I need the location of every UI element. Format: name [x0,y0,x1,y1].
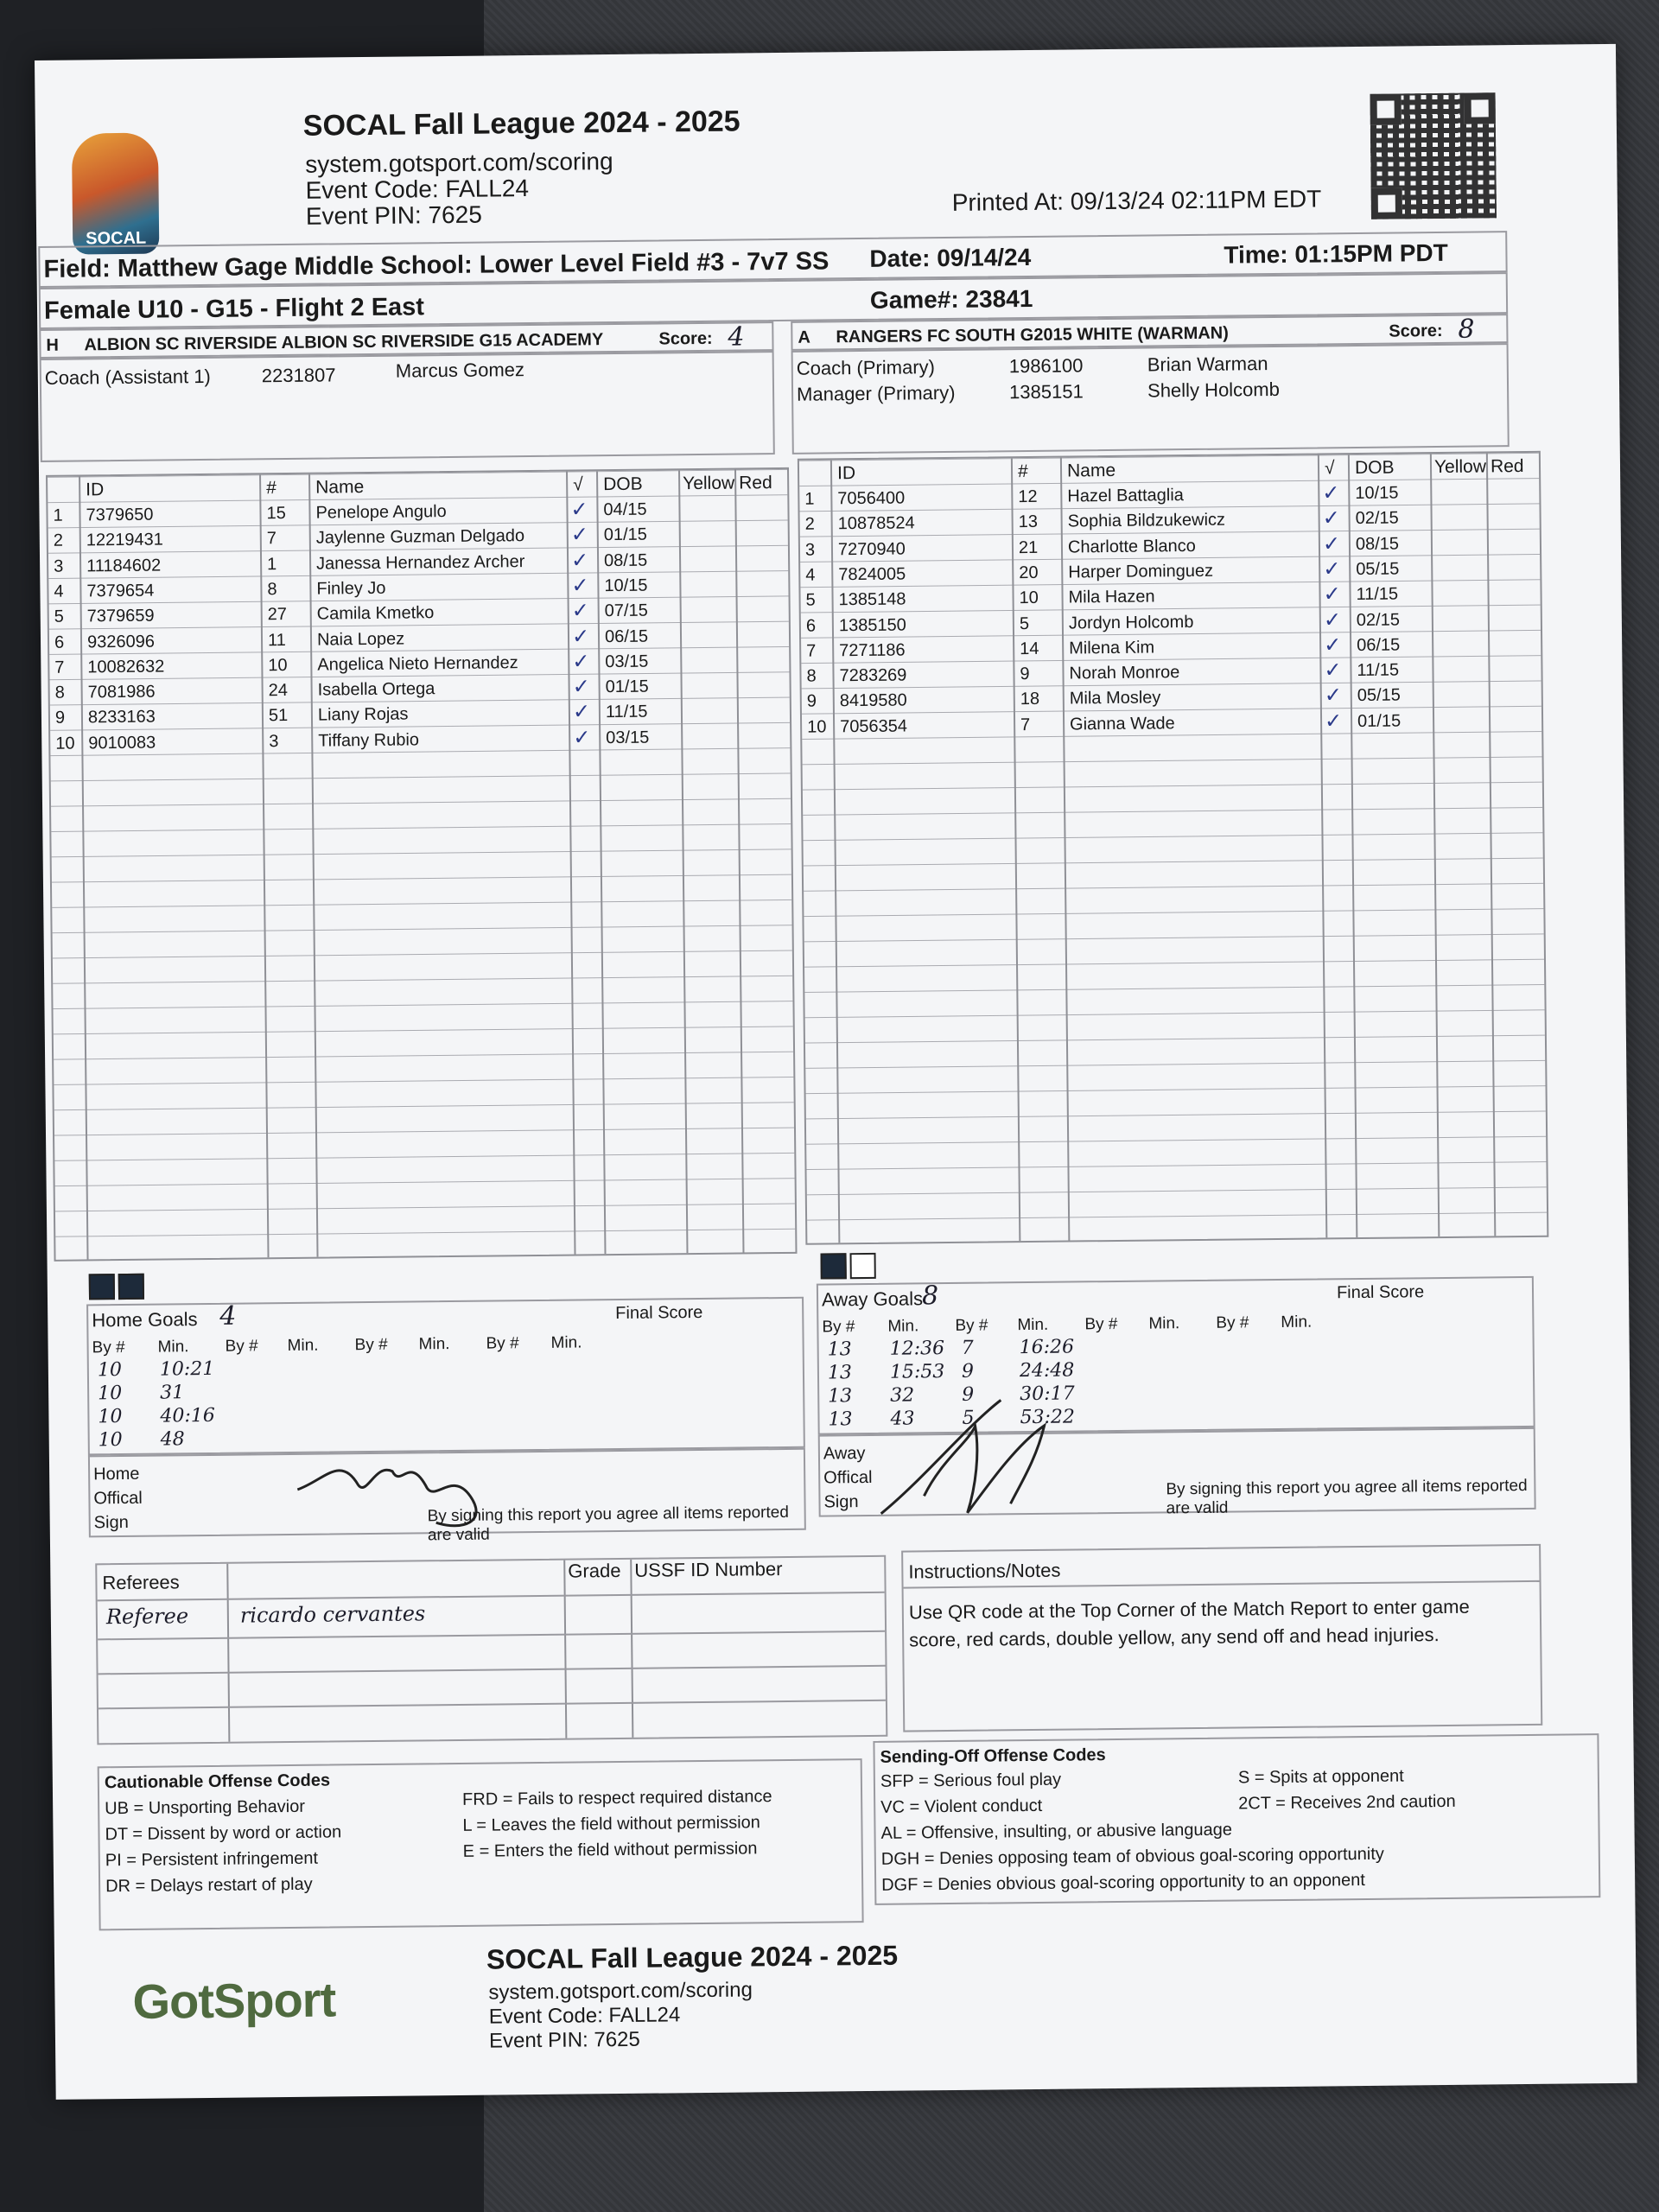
home-goal-scorer[interactable]: 10 [98,1429,123,1452]
notes-box [901,1544,1542,1732]
away-score-label: Score: [1389,321,1443,341]
player-name: Sophia Bildzukewicz [1067,510,1226,531]
sendoff-code: AL = Offensive, insulting, or abusive language [880,1820,1233,1843]
player-index: 7 [806,641,817,661]
away-goals-label: Away Goals [821,1287,924,1311]
away-goal-minute[interactable]: 12:36 [889,1338,945,1360]
player-name: Charlotte Blanco [1067,536,1196,557]
player-dob: 03/15 [605,652,649,671]
player-checkin[interactable]: ✓ [1322,505,1340,531]
player-id: 7824005 [838,564,906,585]
player-dob: 11/15 [1356,584,1399,605]
player-number: 21 [1018,537,1039,557]
player-checkin[interactable]: ✓ [572,699,591,724]
player-number: 5 [1019,613,1030,633]
player-index: 3 [804,540,816,560]
caution-codes-box [98,1758,864,1930]
home-goal-scorer[interactable]: 10 [98,1382,123,1405]
player-index: 1 [804,489,815,509]
player-number: 7 [1020,715,1031,734]
player-index: 7 [54,658,65,677]
player-number: 24 [268,681,289,701]
away-goal-minute-2[interactable]: 24:48 [1019,1359,1075,1382]
away-goal-col-header: Min. [1148,1314,1180,1333]
player-id: 7270940 [837,539,906,559]
player-index: 10 [807,717,827,737]
gotsport-brand: GotSport [132,1972,336,2029]
player-number: 51 [268,706,289,726]
player-name: Jaylenne Guzman Delgado [315,526,525,548]
player-checkin[interactable]: ✓ [1323,556,1341,582]
player-id: 7379650 [86,505,154,525]
away-goal-col-header: By # [955,1316,988,1335]
footer-url: system.gotsport.com/scoring [488,1978,753,2005]
player-number: 18 [1020,690,1040,709]
field-name: Field: Matthew Gage Middle School: Lower Level Field #3 - 7v7 SS [43,247,830,283]
home-roster [46,467,797,1262]
home-col-check: √ [573,474,583,495]
caution-code: PI = Persistent infringement [105,1848,319,1871]
player-index: 4 [805,565,816,585]
player-checkin[interactable]: ✓ [1324,658,1342,683]
event-code: Event Code: FALL24 [305,175,530,204]
sendoff-codes-box [873,1733,1600,1905]
player-id: 8233163 [87,707,156,728]
player-number: 15 [266,503,286,524]
away-goal-minute-2[interactable]: 53:22 [1020,1406,1076,1429]
player-id: 10082632 [87,657,165,677]
player-dob: 05/15 [1356,559,1400,579]
away-staff-id-2: 1385151 [1008,380,1084,404]
home-col-yellow: Yellow [683,473,735,494]
home-agree-text: By signing this report you agree all items reported are valid [427,1503,789,1545]
footer-event-pin: Event PIN: 7625 [488,2027,640,2053]
player-checkin[interactable]: ✓ [570,497,588,522]
sendoff-code: VC = Violent conduct [880,1796,1043,1817]
player-index: 5 [54,607,64,626]
player-index: 6 [805,616,817,636]
player-number: 27 [267,605,288,625]
home-staff-role: Coach (Assistant 1) [44,365,211,389]
division: Female U10 - G15 - Flight 2 East [43,293,425,325]
referees-header: Referees [102,1571,180,1594]
player-number: 14 [1020,639,1039,658]
home-color-box-1 [89,1274,115,1300]
caution-codes-header: Cautionable Offense Codes [104,1770,331,1793]
player-name: Isabella Ortega [317,679,435,700]
player-id: 7379659 [86,606,155,626]
player-index: 3 [54,556,64,576]
home-goals-label: Home Goals [92,1308,198,1332]
game-number: Game#: 23841 [869,284,1033,314]
caution-code: E = Enters the field without permission [462,1839,758,1861]
player-id: 7056400 [837,488,906,509]
caution-code: UB = Unsporting Behavior [105,1796,306,1819]
player-name: Finley Jo [316,578,386,599]
sendoff-code: DGH = Denies opposing team of obvious goal-scoring opportunity [880,1844,1384,1869]
home-goal-scorer[interactable]: 10 [97,1359,123,1382]
player-index: 4 [54,582,64,601]
away-staff-box [791,343,1510,454]
player-number: 11 [267,630,286,650]
away-goal-scorer-2[interactable]: 5 [962,1407,975,1429]
player-id: 9326096 [86,632,156,652]
player-dob: 08/15 [603,550,648,570]
league-url: system.gotsport.com/scoring [305,147,613,178]
away-goal-minute[interactable]: 43 [890,1408,915,1430]
home-col-number: # [266,478,277,499]
away-color-box-2 [850,1253,876,1279]
player-dob: 11/15 [1357,660,1400,681]
player-index: 8 [806,666,817,686]
home-score-label: Score: [658,328,713,349]
away-signature [871,1390,1097,1531]
player-id: 8419580 [839,690,907,711]
printed-at: Printed At: 09/13/24 02:11PM EDT [951,185,1322,216]
away-col-name: Name [1066,460,1116,481]
player-index: 2 [53,531,64,551]
player-dob: 10/15 [1355,483,1399,504]
home-goal-col-header: Min. [287,1336,319,1356]
player-number: 12 [1018,486,1038,507]
player-checkin[interactable]: ✓ [1323,607,1342,632]
caution-code: L = Leaves the field without permission [462,1813,760,1835]
player-id: 1385150 [838,614,906,635]
sendoff-code: 2CT = Receives 2nd caution [1238,1791,1456,1814]
away-staff-name-2: Shelly Holcomb [1147,378,1281,402]
away-team-name: RANGERS FC SOUTH G2015 WHITE (WARMAN) [836,323,1229,347]
player-index: 5 [805,590,816,610]
away-goal-col-header: By # [1216,1313,1249,1332]
player-dob: 11/15 [605,702,648,722]
sendoff-codes-header: Sending-Off Offense Codes [880,1745,1106,1767]
qr-code[interactable] [1370,92,1497,219]
away-score[interactable]: 8 [1458,314,1475,345]
sendoff-code: S = Spits at opponent [1237,1766,1404,1788]
home-goals-count[interactable]: 4 [219,1300,237,1332]
player-name: Harper Dominguez [1068,561,1214,582]
home-goal-col-header: Min. [418,1335,450,1354]
away-goals-count[interactable]: 8 [921,1281,939,1312]
away-staff-role-1: Coach (Primary) [796,356,936,379]
player-index: 2 [804,514,815,534]
home-goal-col-header: By # [225,1337,258,1356]
away-color-box-1 [821,1253,847,1279]
player-checkin[interactable]: ✓ [571,573,589,598]
away-goal-minute-2[interactable]: 16:26 [1019,1336,1075,1359]
player-id: 10878524 [837,513,915,534]
home-goal-col-header: Min. [157,1338,189,1357]
socal-logo [72,133,159,255]
home-staff-name: Marcus Gomez [395,359,525,382]
player-number: 20 [1019,563,1039,582]
player-name: Mila Hazen [1068,587,1155,607]
home-col-id: ID [86,480,105,500]
player-name: Milena Kim [1069,638,1155,658]
player-name: Angelica Nieto Hernandez [317,652,518,675]
player-dob: 02/15 [1355,508,1399,529]
match-date: Date: 09/14/24 [869,243,1032,272]
player-dob: 07/15 [604,601,648,621]
player-index: 8 [54,683,65,702]
ussf-header: USSF ID Number [634,1558,783,1581]
player-id: 1385148 [838,589,906,610]
match-report-sheet [35,44,1637,2100]
home-official-box [88,1448,806,1545]
home-score[interactable]: 4 [728,321,745,353]
away-goal-col-header: Min. [887,1317,919,1336]
footer-event-code: Event Code: FALL24 [488,2003,681,2029]
player-dob: 10/15 [604,575,648,596]
player-index: 9 [806,691,817,712]
player-number: 10 [1019,588,1039,608]
away-staff-name-1: Brian Warman [1147,353,1268,376]
player-id: 11184602 [86,556,162,575]
home-official-sign-label: Home Offical Sign [93,1464,143,1533]
away-col-red: Red [1490,455,1524,477]
player-checkin[interactable]: ✓ [572,649,590,674]
player-name: Mila Mosley [1069,688,1161,709]
sendoff-code: DGF = Denies obvious goal-scoring opportunity to an opponent [881,1870,1366,1895]
player-name: Naia Lopez [316,629,405,650]
away-official-sign-label: Away Offical Sign [823,1444,873,1512]
away-final-score-label: Final Score [1336,1282,1425,1303]
player-checkin[interactable]: ✓ [1324,632,1342,658]
home-final-score-label: Final Score [615,1302,703,1324]
away-goal-col-header: By # [822,1318,855,1337]
home-color-box-2 [118,1274,144,1300]
player-number: 8 [267,579,277,600]
home-goal-col-header: By # [92,1338,125,1357]
player-number: 3 [269,731,279,751]
home-col-name: Name [315,477,365,498]
player-dob: 02/15 [1356,609,1401,630]
caution-code: DT = Dissent by word or action [105,1822,342,1845]
away-staff-id-1: 1986100 [1008,354,1084,378]
home-goal-col-header: Min. [550,1333,582,1352]
home-goal-scorer[interactable]: 10 [98,1406,123,1428]
player-number: 13 [1018,512,1039,532]
away-goal-minute-2[interactable]: 30:17 [1020,1382,1075,1406]
away-goal-scorer[interactable]: 13 [828,1408,853,1431]
player-index: 10 [55,734,75,753]
notes-header: Instructions/Notes [908,1559,1061,1583]
player-dob: 03/15 [606,728,650,747]
grade-header: Grade [568,1559,621,1582]
player-dob: 06/15 [604,626,649,646]
away-col-number: # [1017,461,1028,482]
away-marker: A [798,327,810,347]
away-goal-scorer[interactable]: 13 [828,1385,853,1408]
away-goal-minute[interactable]: 15:53 [889,1361,945,1383]
away-goal-minute[interactable]: 32 [890,1384,915,1407]
player-number: 1 [267,554,277,574]
player-id: 9010083 [88,733,156,753]
player-id: 12219431 [86,530,163,550]
away-agree-text: By signing this report you agree all items reported are valid [1166,1477,1528,1518]
player-id: 7379654 [86,581,155,601]
player-dob: 05/15 [1357,685,1401,706]
away-col-dob: DOB [1354,457,1395,479]
away-goal-col-header: Min. [1281,1313,1313,1332]
player-name: Jordyn Holcomb [1068,612,1194,633]
player-checkin[interactable]: ✓ [1322,531,1341,556]
player-dob: 01/15 [603,524,647,545]
player-name: Hazel Battaglia [1067,486,1184,506]
player-name: Liany Rojas [317,704,409,725]
home-goal-minute[interactable]: 31 [160,1382,185,1404]
away-goal-scorer[interactable]: 13 [827,1362,853,1384]
footer-title: SOCAL Fall League 2024 - 2025 [486,1939,899,1975]
home-goal-minute[interactable]: 10:21 [159,1357,215,1381]
player-dob: 04/15 [603,499,647,520]
away-staff-role-2: Manager (Primary) [796,381,956,405]
home-marker: H [46,335,60,355]
home-goal-col-header: By # [354,1335,388,1355]
away-goal-scorer-2[interactable]: 9 [962,1383,975,1406]
home-staff-id: 2231807 [261,364,336,387]
match-time: Time: 01:15PM PDT [1224,238,1448,269]
away-col-yellow: Yellow [1433,456,1487,478]
player-name: Camila Kmetko [316,603,435,624]
player-index: 1 [53,505,63,525]
player-id: 7081986 [87,682,156,702]
league-title: SOCAL Fall League 2024 - 2025 [302,105,741,143]
player-name: Janessa Hernandez Archer [315,551,525,574]
logo-text: SOCAL [86,228,147,249]
player-name: Gianna Wade [1069,713,1175,734]
player-name: Penelope Angulo [315,502,447,523]
sendoff-code: SFP = Serious foul play [880,1770,1062,1791]
notes-text: Use QR code at the Top Corner of the Match Report to enter game score, red cards, double yellow, any send off and head injuries. [908,1595,1470,1651]
home-goal-minute[interactable]: 40:16 [160,1404,215,1427]
player-checkin[interactable]: ✓ [570,522,589,547]
caution-code: FRD = Fails to respect required distance [461,1787,772,1809]
player-number: 10 [268,655,288,676]
player-dob: 01/15 [1357,711,1402,731]
home-team-name: ALBION SC RIVERSIDE ALBION SC RIVERSIDE G15 ACADEMY [84,330,604,355]
away-roster [798,451,1548,1245]
player-checkin[interactable]: ✓ [1323,582,1341,607]
away-col-check: √ [1324,458,1335,479]
home-col-red: Red [739,473,772,493]
player-checkin[interactable]: ✓ [570,547,589,573]
player-name: Tiffany Rubio [318,730,420,751]
player-index: 6 [54,632,65,652]
away-goal-col-header: Min. [1017,1315,1049,1335]
referees-box [95,1555,887,1745]
home-staff-box [40,351,775,462]
player-id: 7056354 [840,716,908,736]
player-dob: 01/15 [605,677,649,697]
event-pin: Event PIN: 7625 [305,200,482,230]
home-goals-box [86,1297,805,1456]
home-goal-col-header: By # [486,1334,519,1353]
player-index: 9 [54,709,66,728]
player-dob: 06/15 [1357,635,1401,655]
player-checkin[interactable]: ✓ [571,623,590,649]
away-goal-scorer[interactable]: 13 [827,1338,852,1361]
player-checkin[interactable]: ✓ [1324,708,1343,734]
player-checkin[interactable]: ✓ [571,598,589,623]
gotsport-logo [132,1971,335,2029]
player-checkin[interactable]: ✓ [573,724,591,750]
home-col-dob: DOB [603,474,643,495]
player-id: 7271186 [839,640,906,661]
referee-name[interactable]: ricardo cervantes [239,1601,426,1628]
player-checkin[interactable]: ✓ [1324,683,1343,708]
referee-role[interactable]: Referee [105,1604,189,1630]
player-dob: 08/15 [1355,534,1400,554]
away-goal-scorer-2[interactable]: 7 [961,1337,974,1359]
player-number: 9 [1020,664,1030,684]
player-checkin[interactable]: ✓ [1322,480,1340,505]
away-official-box [818,1427,1536,1517]
away-goal-scorer-2[interactable]: 9 [961,1360,975,1382]
caution-code: DR = Delays restart of play [105,1874,313,1897]
home-goal-minute[interactable]: 48 [160,1428,185,1451]
away-goal-col-header: By # [1084,1314,1118,1334]
player-checkin[interactable]: ✓ [572,674,590,699]
away-col-id: ID [836,463,856,484]
player-number: 7 [266,529,277,549]
player-id: 7283269 [839,665,907,686]
player-name: Norah Monroe [1069,663,1180,683]
